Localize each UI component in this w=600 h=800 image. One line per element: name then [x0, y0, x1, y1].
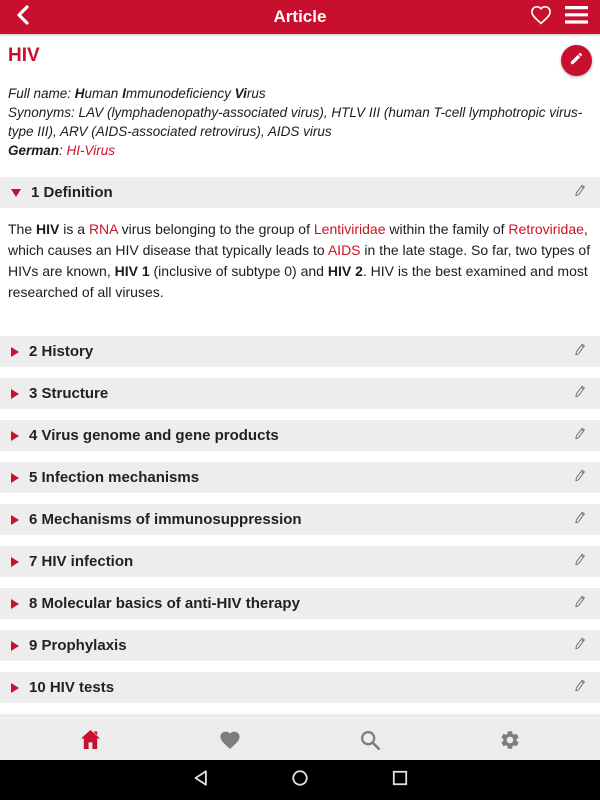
edit-section-button[interactable]	[573, 510, 588, 530]
tab-search[interactable]	[340, 719, 400, 761]
hamburger-menu-icon	[565, 6, 588, 29]
android-nav-bar	[0, 760, 600, 800]
inline-link[interactable]: AIDS	[327, 242, 361, 258]
article-title: HIV	[8, 45, 40, 66]
menu-button[interactable]	[560, 0, 600, 34]
article-page	[0, 34, 600, 718]
expand-arrow-icon	[11, 347, 19, 357]
edit-section-button[interactable]	[573, 342, 588, 362]
edit-section-button[interactable]	[573, 468, 588, 488]
section-row-9[interactable]	[0, 630, 600, 661]
edit-section-button[interactable]	[573, 636, 588, 656]
expand-arrow-icon	[11, 473, 19, 483]
section-label: 3 Structure	[29, 385, 109, 402]
back-button[interactable]	[0, 0, 44, 34]
section-label: 5 Infection mechanisms	[29, 469, 200, 486]
section-row-2[interactable]	[0, 336, 600, 367]
edit-article-button[interactable]	[561, 45, 592, 76]
tab-bar	[0, 718, 600, 760]
heart-outline-icon	[530, 5, 552, 30]
expand-arrow-icon	[11, 641, 19, 651]
tab-favorites[interactable]	[200, 719, 260, 761]
edit-section-button[interactable]	[573, 678, 588, 698]
full-name-line: Full name: Human Immunodeficiency Virus	[8, 86, 266, 101]
inline-link[interactable]: RNA	[88, 221, 118, 237]
home-circle-icon	[291, 769, 309, 792]
section-row-4[interactable]	[0, 420, 600, 451]
back-triangle-icon	[192, 769, 209, 792]
synonyms-line: Synonyms: LAV (lymphadenopathy-associated virus), HTLV III (human T-cell lymphotropic virus-type III), ARV (AIDS-associated retrovirus), AIDS virus	[8, 105, 583, 139]
inline-link[interactable]: Lentiviridae	[313, 221, 386, 237]
section-label: 9 Prophylaxis	[29, 637, 127, 654]
inline-link[interactable]: Retroviridae	[508, 221, 584, 237]
expand-arrow-icon	[11, 683, 19, 693]
section-label: 7 HIV infection	[29, 553, 134, 570]
expand-arrow-icon	[11, 599, 19, 609]
expand-arrow-icon	[11, 557, 19, 567]
section-row-5[interactable]	[0, 462, 600, 493]
heart-icon	[218, 729, 242, 750]
edit-section-button[interactable]	[573, 183, 588, 203]
expand-arrow-icon	[11, 389, 19, 399]
section-label: 8 Molecular basics of anti-HIV therapy	[29, 595, 300, 612]
section-label: 6 Mechanisms of immunosuppression	[29, 511, 302, 528]
tab-settings[interactable]	[480, 719, 540, 761]
section-label: 4 Virus genome and gene products	[29, 427, 279, 444]
section-label: 10 HIV tests	[29, 679, 115, 696]
inline-link[interactable]: HI-Virus	[66, 143, 116, 158]
expand-arrow-icon	[11, 189, 21, 197]
gear-icon	[499, 729, 521, 751]
section-row-10[interactable]	[0, 672, 600, 703]
edit-section-button[interactable]	[573, 552, 588, 572]
favorite-button[interactable]	[522, 0, 560, 34]
section-label: 2 History	[29, 343, 94, 360]
section-body-definition: The HIV is a RNA virus belonging to the group of Lentiviridae within the family of Retroviridae, which causes an HIV disease that typically leads to AIDS in the late stage. So far, two types of HIVs are known, HIV 1 (inclusive of subtype 0) and HIV 2. HIV is the best examined and most researched of all viruses.	[8, 221, 591, 300]
section-row-8[interactable]	[0, 588, 600, 619]
search-icon	[359, 729, 381, 751]
android-recents-button[interactable]	[381, 760, 419, 800]
edit-section-button[interactable]	[573, 594, 588, 614]
edit-section-button[interactable]	[573, 384, 588, 404]
expand-arrow-icon	[11, 431, 19, 441]
section-row-6[interactable]	[0, 504, 600, 535]
recents-square-icon	[392, 770, 408, 791]
section-row-7[interactable]	[0, 546, 600, 577]
back-chevron-icon	[16, 5, 29, 30]
tab-home[interactable]	[60, 719, 120, 761]
german-line: German: HI-Virus	[8, 143, 116, 158]
expand-arrow-icon	[11, 515, 19, 525]
android-back-button[interactable]	[181, 760, 219, 800]
app-bar	[0, 0, 600, 34]
section-list	[0, 177, 600, 703]
section-row-1[interactable]	[0, 177, 600, 208]
pencil-icon	[569, 51, 584, 71]
edit-section-button[interactable]	[573, 426, 588, 446]
home-icon	[79, 729, 102, 750]
android-home-button[interactable]	[281, 760, 319, 800]
section-label: 1 Definition	[31, 184, 113, 201]
section-row-3[interactable]	[0, 378, 600, 409]
article-meta	[8, 84, 592, 160]
page-title: Article	[273, 7, 327, 26]
